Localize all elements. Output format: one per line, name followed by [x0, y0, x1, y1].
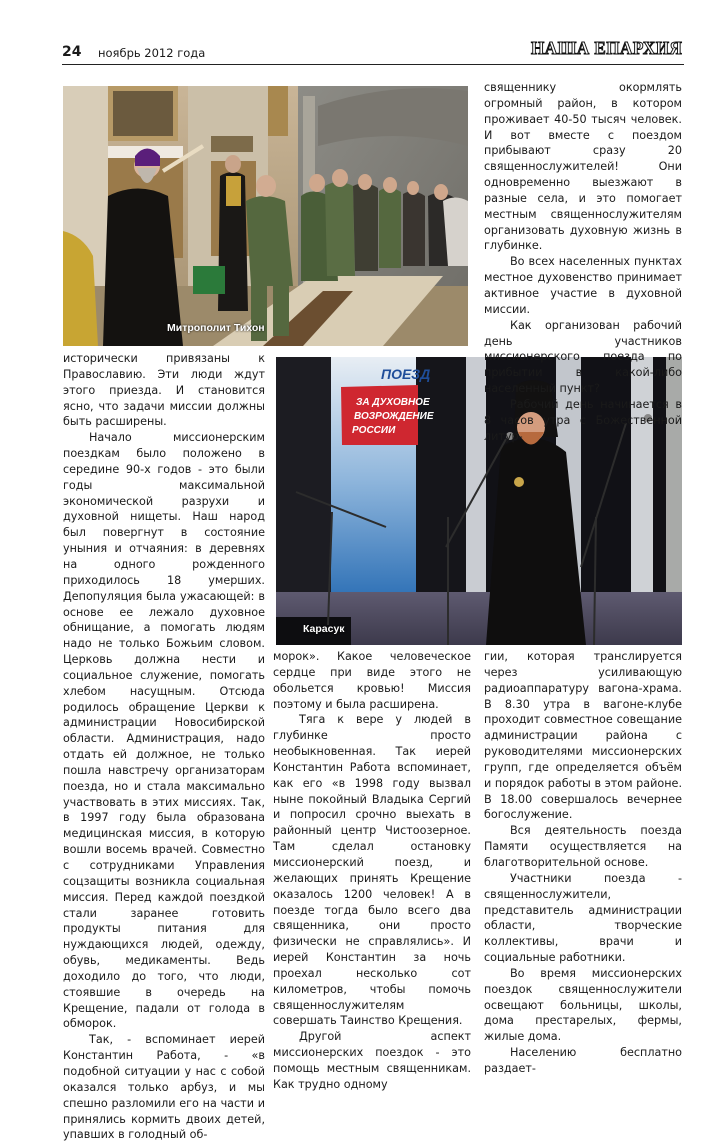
- photo-metropolitan: [63, 86, 468, 346]
- magazine-title: НАША ЕПАРХИЯ: [530, 38, 682, 58]
- paragraph: морок». Какое человеческое сердце при виде этого не обольется кровью! Миссия поэтому и была расширена.: [273, 650, 471, 711]
- banner-word-vozrozhdenie: ВОЗРОЖДЕНИЕ: [354, 411, 434, 422]
- paragraph: Как организован рабочий день участников миссионерского поезда по прибытии в какой-либо населенный пункт?: [484, 318, 682, 396]
- paragraph: Так, - вспоминает иерей Константин Работа, - «в подобной ситуации у нас с собой оказался только арбуз, и мы спешно разломили его на части и принялись кормить двоих детей, упавших в голодный об-: [63, 1033, 265, 1142]
- banner-word-za-duhovnoe: ЗА ДУХОВНОЕ: [356, 397, 430, 408]
- photo-caption: Карасук: [303, 623, 345, 635]
- article-column-left: [63, 351, 265, 1143]
- paragraph: исторически привязаны к Православию. Эти люди ждут этого приезда. И становится ясно, что задачи миссии должны быть расширены.: [63, 352, 265, 429]
- paragraph: Населению бесплатно раздает-: [484, 1046, 682, 1075]
- issue-date: ноябрь 2012 года: [98, 46, 206, 60]
- banner-word-poezd: ПОЕЗД: [381, 366, 431, 382]
- article-column-right: [484, 649, 682, 1077]
- paragraph: Рабочий день начинается в 8 часов утра с Божественной литур-: [484, 397, 682, 443]
- paragraph: священнику окормлять огромный район, в котором проживает 40-50 тысяч человек. И вот вместе с поездом прибывают сразу 20 священнослужителей! Они одновременно выезжают в разные села, и это помогает местным священнослужителям организовать духовную жизнь в глубинке.: [484, 81, 682, 253]
- paragraph: Вся деятельность поезда Памяти осуществляется на благотворительной основе.: [484, 824, 682, 869]
- page-header: [62, 34, 684, 65]
- article-column-middle: [273, 649, 471, 1093]
- paragraph: Во время миссионерских поездок священнослужители освещают больницы, школы, дома престарелых, фермы, жилые дома.: [484, 966, 682, 1044]
- photo-metropolitan-image: [63, 86, 468, 346]
- paragraph: гии, которая транслируется через усиливающую радиоаппаратуру вагона-храма. В 8.30 утра в вагоне-клубе проходит совместное совещание администрации района с руководителями миссионерских групп, где определяется объём и порядок работы в этом районе. В 18.00 совершалось вечернее богослужение.: [484, 650, 682, 822]
- article-column-top-right: [484, 80, 682, 444]
- paragraph: Во всех населенных пунктах местное духовенство принимает активное участие в духовной миссии.: [484, 255, 682, 316]
- paragraph: Другой аспект миссионерских поездок - это помощь местным священникам. Как трудно одному: [273, 1030, 471, 1091]
- page-number: 24: [62, 44, 82, 60]
- photo-caption: Митрополит Тихон: [167, 322, 265, 334]
- paragraph: Начало миссионерским поездкам было положено в середине 90-х годов - это были годы максимальной экономической разрухи и духовной нищеты. Наш народ был повергнут в состояние уныния и отчаяния: в деревнях на одного рожденного приходилось 18 умерших. Депопуляция была ужасающей: в основе ее лежало духовное обнищание, а помогать людям надо не только Божьим словом. Церковь должна нести и социальное служение, помогать хлебом насущным. Отсюда родилось обращение Церкви к администрации Новосибирской области. Администрация, надо отдать ей должное, не только пошла навстречу организаторам поезда, но и стала максимально участвовать в этих миссиях. Так, в 1997 году была образована медицинская миссия, в которую вошли восемь врачей. Совместно с сотрудниками Управления соцзащиты возникла социальная миссия. Перед каждой поездкой стали заранее готовить продукты питания для нуждающихся людей, одежду, обувь, медикаменты. Ведь доходило до того, что люди, стоявшие в очередь на Крещение, падали от голода в обморок.: [63, 431, 265, 1031]
- banner-word-rossii: РОССИИ: [352, 425, 396, 436]
- paragraph: Тяга к вере у людей в глубинке просто необыкновенная. Так иерей Константин Работа вспоминает, как его «в 1998 году вызвал ныне покойный Владыка Сергий и попросил срочно выехать в районный центр Чистоозерное. Там сделал остановку миссионерский поезд, и желающих принять Крещение оказалось 1200 человек! А в поезде тогда было всего два священника, они просто физически не справлялись». И иерей Константин за ночь проехал несколько сот километров, чтобы помочь священнослужителям совершать Таинство Крещения.: [273, 713, 471, 1028]
- paragraph: Участники поезда - священнослужители, представитель администрации области, творческие коллективы, врачи и социальные работники.: [484, 871, 682, 965]
